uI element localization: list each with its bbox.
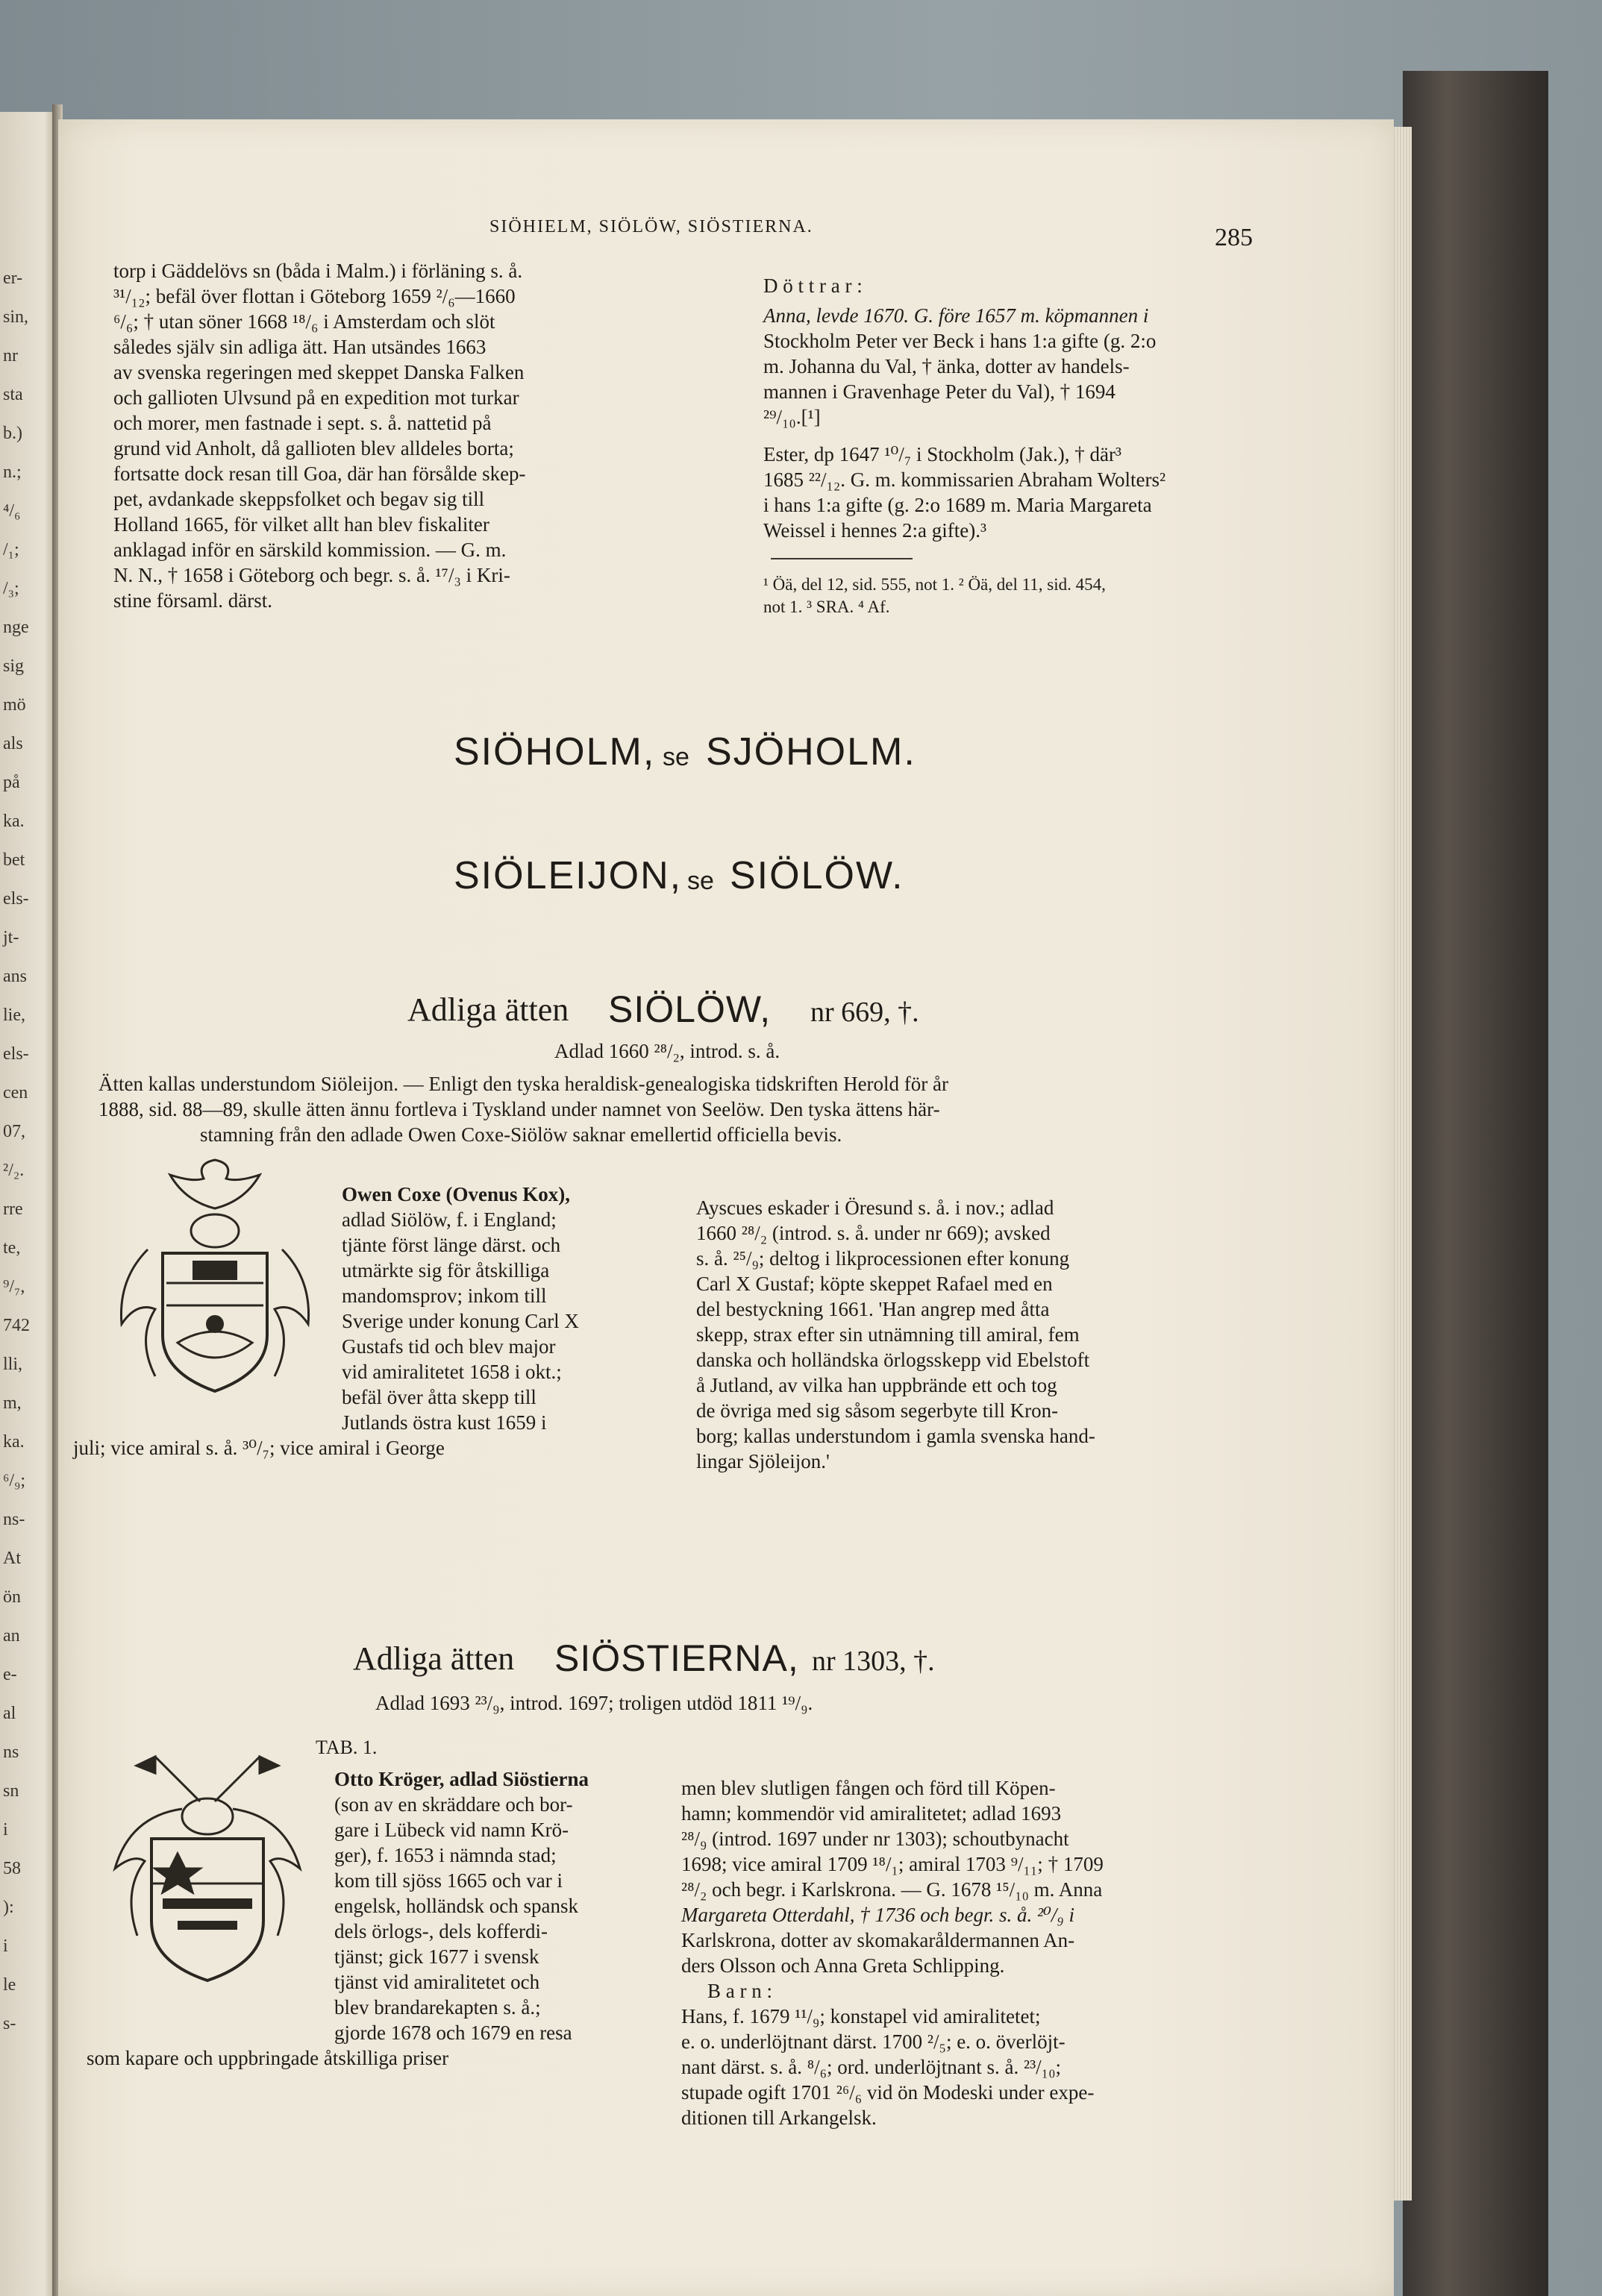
text-line: (son av en skräddare och bor- [334,1793,573,1816]
text-line: och gallioten Ulvsund på en expedition mot turkar [113,386,519,409]
previous-page-fragment: sn [3,1781,19,1801]
section-title-number: nr 669, †. [810,997,919,1028]
crossref-target: SIÖLÖW. [730,854,904,897]
previous-page-fragment: b.) [3,424,22,443]
previous-page-fragment: ⁶/₉; [3,1471,26,1490]
text-line: vid amiralitetet 1658 i okt.; [342,1361,562,1383]
text-line: gare i Lübeck vid namn Krö- [334,1819,569,1841]
text-line: tjänst; gick 1677 i svensk [334,1945,539,1968]
text-line: och morer, men fastnade i sept. s. å. nattetid på [113,412,492,434]
previous-page-fragment: e- [3,1665,17,1684]
previous-page-fragment: sig [3,656,25,676]
running-header: SIÖHIELM, SIÖLÖW, SIÖSTIERNA. [489,217,813,236]
text-line: engelsk, holländsk och spansk [334,1895,578,1917]
text-line: ²⁹/₁₀.[¹] [763,406,821,428]
text-line: m. Johanna du Val, † änka, dotter av handels- [763,355,1130,377]
text-line: Ätten kallas understundom Siöleijon. — Enligt den tyska heraldisk-genealogiska tidskriften Herold för år [98,1073,948,1095]
text-line: ditionen till Arkangelsk. [681,2107,877,2129]
previous-page-fragment: ka. [3,1432,25,1452]
previous-page-fragment: als [3,734,23,753]
text-line: kom till sjöss 1665 och var i [334,1869,563,1892]
crossref-se: se [687,867,714,895]
text-line: nant därst. s. å. ⁸/₆; ord. underlöjtnant s. å. ²³/₁₀; [681,2056,1062,2078]
text-line: 1888, sid. 88—89, skulle ätten ännu fortleva i Tyskland under namnet von Seelöw. Den tyska ättens här- [98,1098,940,1120]
text-line: N. N., † 1658 i Göteborg och begr. s. å. ¹⁷/₃ i Kri- [113,564,510,586]
previous-page-fragment: ): [3,1898,14,1917]
text-line: stine församl. därst. [113,589,272,612]
text-line: utmärkte sig för åtskilliga [342,1259,550,1282]
text-line: Karlskrona, dotter av skomakaråldermannen An- [681,1929,1075,1951]
text-line: stupade ogift 1701 ²⁶/₆ vid ön Modeski under expe- [681,2081,1095,2104]
previous-page-fragment: ns [3,1743,19,1762]
footnote-line: not 1. ³ SRA. ⁴ Af. [763,597,890,616]
text-line: e. o. underlöjtnant därst. 1700 ²/₅; e. o. överlöjt- [681,2030,1066,2053]
text-line: danska och holländska örlogsskepp vid Ebelstoft [696,1349,1090,1371]
text-line: Stockholm Peter ver Beck i hans 1:a gifte (g. 2:o [763,330,1157,352]
ennoblement-line: Adlad 1693 ²³/₉, introd. 1697; troligen utdöd 1811 ¹⁹/₉. [375,1692,813,1714]
text-line: adlad Siölöw, f. i England; [342,1208,557,1231]
text-line: Carl X Gustaf; köpte skeppet Rafael med en [696,1273,1053,1295]
text-line: 1698; vice amiral 1709 ¹⁸/₁; amiral 1703 ⁹/₁₁; † 1709 [681,1853,1104,1875]
previous-page-fragment: els- [3,889,29,909]
text-line: 1660 ²⁸/₂ (introd. s. å. under nr 669); avsked [696,1222,1051,1244]
previous-page-fragment: ⁴/₆ [3,501,21,521]
text-line: som kapare och uppbringade åtskilliga priser [87,2047,449,2069]
text-line: skepp, strax efter sin utnämning till amiral, fem [696,1323,1080,1346]
book-page [58,119,1394,2296]
previous-page-fragment: sin, [3,307,29,327]
text-line: Owen Coxe (Ovenus Kox), [342,1183,570,1205]
text-line: ⁶/₆; † utan söner 1668 ¹⁸/₆ i Amsterdam och slöt [113,310,495,333]
text-line: de övriga med sig såsom segerbyte till Kron- [696,1399,1059,1422]
text-line: ²⁸/₉ (introd. 1697 under nr 1303); schoutbynacht [681,1828,1069,1850]
previous-page-fragment: an [3,1626,20,1646]
text-line: ger), f. 1653 i nämnda stad; [334,1844,557,1866]
text-line: del bestyckning 1661. 'Han angrep med åtta [696,1298,1050,1320]
text-line: s. å. ²⁵/₉; deltog i likprocessionen efter konung [696,1247,1070,1270]
text-line: lingar Sjöleijon.' [696,1450,830,1472]
section-title-prefix: Adliga ätten [407,991,569,1028]
footnote-line: ¹ Öä, del 12, sid. 555, not 1. ² Öä, del 11, sid. 454, [763,575,1106,594]
text-line: ders Olsson och Anna Greta Schlipping. [681,1954,1005,1977]
text-line: 1685 ²²/₁₂. G. m. kommissarien Abraham Wolters² [763,468,1166,491]
table-label: TAB. 1. [316,1737,378,1758]
text-line: stamning från den adlade Owen Coxe-Siölöw saknar emellertid officiella bevis. [200,1123,842,1146]
text-line: gjorde 1678 och 1679 en resa [334,2021,572,2044]
previous-page-fragment: m, [3,1393,22,1413]
previous-page-fragment: bet [3,850,25,870]
section-title-name: SIÖSTIERNA, [554,1637,799,1679]
previous-page-fragment: sta [3,385,23,404]
text-line: Weissel i hennes 2:a gifte).³ [763,519,987,542]
previous-page-fragment: ön [3,1587,21,1607]
text-line: dels örlogs-, dels kofferdi- [334,1920,548,1942]
section-label-barn: B a r n : [707,1980,772,2002]
previous-page-fragment: ka. [3,812,25,831]
previous-page-edge [0,112,55,2296]
text-line: blev brandarekapten s. å.; [334,1996,541,2019]
previous-page-fragment: i [3,1936,8,1956]
text-line: torp i Gäddelövs sn (båda i Malm.) i förläning s. å. [113,260,523,282]
footnote-rule [771,558,913,559]
crossref-name: SIÖHOLM, [454,730,656,774]
previous-page-fragment: /₃; [3,579,19,598]
text-line: tjänte först länge därst. och [342,1234,561,1256]
crossref-target: SJÖHOLM. [706,730,916,774]
previous-page-fragment: ans [3,967,27,986]
previous-page-fragment: rre [3,1199,23,1219]
previous-page-fragment: At [3,1549,21,1568]
previous-page-fragment: nr [3,346,18,366]
text-line: Anna, levde 1670. G. före 1657 m. köpmannen i [763,304,1149,327]
section-title-number: nr 1303, †. [812,1646,935,1677]
previous-page-fragment: le [3,1975,16,1995]
previous-page-fragment: ns- [3,1510,25,1529]
page-number: 285 [1215,224,1253,251]
text-line: Holland 1665, för vilket allt han blev fiskaliter [113,513,489,536]
previous-page-fragment: els- [3,1044,29,1064]
text-line: anklagad inför en särskild kommission. — G. m. [113,539,507,561]
coat-of-arms-siolow [103,1156,327,1402]
text-line: Gustafs tid och blev major [342,1335,556,1358]
previous-page-fragment: al [3,1704,16,1723]
text-line: ³¹/₁₂; befäl över flottan i Göteborg 1659 ²/₆—1660 [113,285,516,307]
text-line: Jutlands östra kust 1659 i [342,1411,547,1434]
text-line: men blev slutligen fången och förd till Köpen- [681,1777,1056,1799]
previous-page-fragment: jt- [3,928,19,947]
previous-page-fragment: lie, [3,1006,25,1025]
text-line: tjänst vid amiralitetet och [334,1971,540,1993]
previous-page-fragment: lli, [3,1355,23,1374]
previous-page-fragment: på [3,773,20,792]
text-line: Ester, dp 1647 ¹⁰/₇ i Stockholm (Jak.), † där³ [763,443,1122,465]
previous-page-fragment: te, [3,1238,21,1258]
previous-page-fragment: er- [3,269,23,288]
previous-page-fragment: ⁹/₇, [3,1277,25,1296]
previous-page-fragment: 58 [3,1859,21,1878]
text-line: i hans 1:a gifte (g. 2:o 1689 m. Maria Margareta [763,494,1152,516]
text-line: av svenska regeringen med skeppet Danska Falken [113,361,525,383]
previous-page-fragment: n.; [3,462,22,482]
previous-page-fragment: ²/₂. [3,1161,25,1180]
text-line: Sverige under konung Carl X [342,1310,579,1332]
previous-page-fragment: mö [3,695,26,715]
previous-page-fragment: nge [3,618,29,637]
section-label-dottrar: D ö t t r a r : [763,275,863,297]
section-title-prefix: Adliga ätten [353,1640,515,1677]
text-line: Ayscues eskader i Öresund s. å. i nov.; adlad [696,1196,1054,1219]
previous-page-fragment: cen [3,1083,28,1102]
previous-page-fragment: i [3,1820,8,1839]
text-line: grund vid Anholt, då gallioten blev alldeles borta; [113,437,514,459]
crossref-se: se [663,743,689,771]
text-line: Otto Kröger, adlad Siöstierna [334,1768,589,1790]
crossref-name: SIÖLEIJON, [454,854,683,897]
text-line: Hans, f. 1679 ¹¹/₉; konstapel vid amiralitetet; [681,2005,1041,2027]
text-line: fortsatte dock resan till Goa, där han försålde skep- [113,462,526,485]
previous-page-fragment: /₁; [3,540,19,559]
text-line: pet, avdankade skeppsfolket och begav sig till [113,488,485,510]
book-cover [1403,71,1548,2296]
text-line: å Jutland, av vilka han uppbrände ett och tog [696,1374,1057,1396]
coat-of-arms-siostierna [96,1742,319,1988]
text-line: hamn; kommendör vid amiralitetet; adlad 1693 [681,1802,1062,1825]
text-line: juli; vice amiral s. å. ³⁰/₇; vice amiral i George [73,1437,445,1459]
text-line: befäl över åtta skepp till [342,1386,536,1408]
text-line: borg; kallas understundom i gamla svenska hand- [696,1425,1095,1447]
ennoblement-line: Adlad 1660 ²⁸/₂, introd. s. å. [554,1040,780,1062]
previous-page-fragment: s- [3,2014,16,2033]
previous-page-fragment: 07, [3,1122,25,1141]
text-line: mandomsprov; inkom till [342,1285,547,1307]
previous-page-fragment: 742 [3,1316,30,1335]
text-line: Margareta Otterdahl, † 1736 och begr. s. å. ²⁰/₉ i [681,1904,1075,1926]
section-title-name: SIÖLÖW, [608,988,772,1030]
text-line: således själv sin adliga ätt. Han utsändes 1663 [113,336,486,358]
text-line: mannen i Gravenhage Peter du Val), † 1694 [763,380,1116,403]
text-line: ²⁸/₂ och begr. i Karlskrona. — G. 1678 ¹⁵/₁₀ m. Anna [681,1878,1103,1901]
